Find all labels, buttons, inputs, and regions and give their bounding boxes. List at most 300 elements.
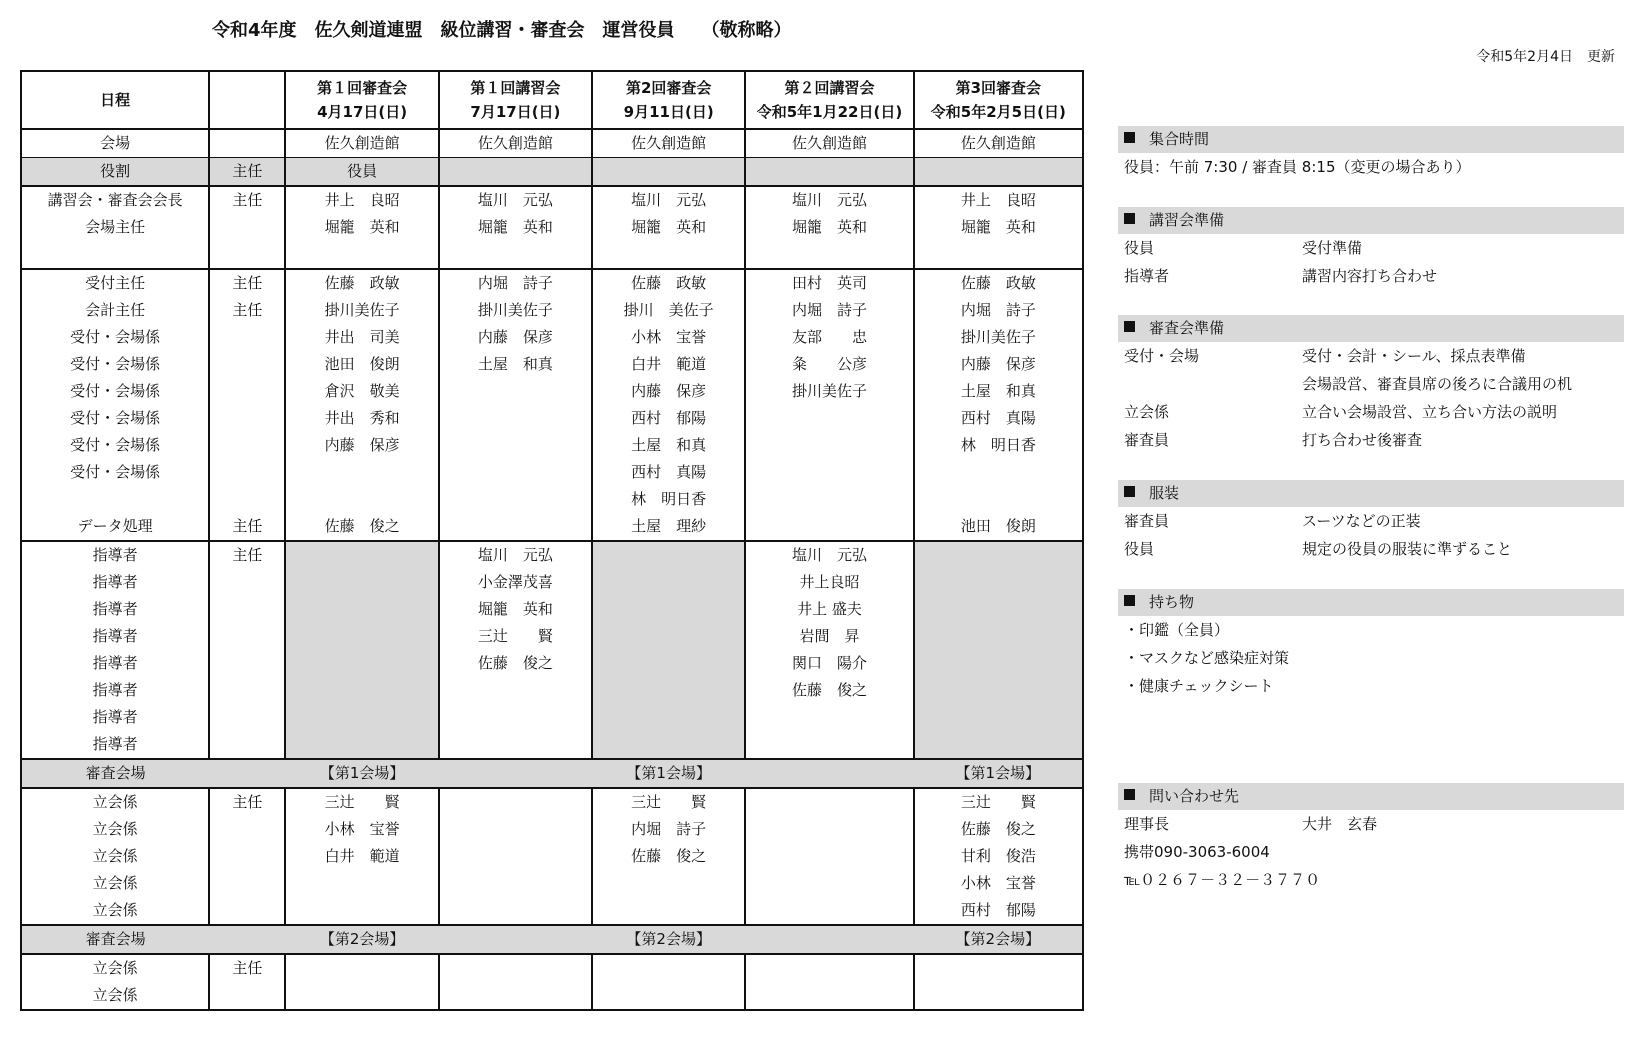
header-cell-event [285, 71, 438, 129]
table-row [21, 297, 1083, 324]
table-cell [285, 241, 438, 269]
header-cell-blank [209, 71, 285, 129]
table-row [21, 623, 1083, 650]
table-cell: 白井 範道 [285, 843, 438, 870]
table-cell: 会計主任 [21, 297, 209, 324]
table-cell [745, 405, 913, 432]
exam-row: 立会係 立合い会場設営、立ち合い方法の説明 [1124, 403, 1558, 421]
table-row [21, 596, 1083, 623]
table-cell [592, 650, 745, 677]
table-cell [745, 731, 913, 759]
table-cell [914, 459, 1083, 486]
table-cell [592, 677, 745, 704]
table-row [21, 870, 1083, 897]
table-row [21, 731, 1083, 759]
item-row: ・健康チェックシート [1124, 677, 1274, 695]
table-cell [209, 324, 285, 351]
table-cell [914, 596, 1083, 623]
table-cell [285, 731, 438, 759]
table-cell: 堀籠 英和 [439, 596, 592, 623]
table-row [21, 541, 1083, 569]
table-cell [439, 241, 592, 269]
table-cell [285, 541, 438, 569]
table-cell: 指導者 [21, 704, 209, 731]
item-row: ・マスクなど感染症対策 [1124, 649, 1290, 667]
square-bullet-icon [1124, 486, 1135, 497]
table-cell: 内堀 詩子 [439, 269, 592, 297]
table-cell [914, 541, 1083, 569]
hall-label: 審査会場 [21, 759, 209, 788]
venue-label: 会場 [21, 129, 209, 158]
table-cell [745, 486, 913, 513]
table-cell: 立会係 [21, 954, 209, 982]
exam-row: 受付・会場 受付・会計・シール、採点表準備 [1124, 347, 1526, 365]
table-cell [209, 569, 285, 596]
table-cell [209, 816, 285, 843]
table-cell: 佐藤 俊之 [439, 650, 592, 677]
table-cell: 佐藤 政敏 [285, 269, 438, 297]
table-cell: 立会係 [21, 897, 209, 925]
table-cell [209, 623, 285, 650]
table-cell: 塩川 元弘 [439, 541, 592, 569]
table-cell: 掛川美佐子 [439, 297, 592, 324]
header-row [21, 71, 1083, 129]
venue-value: 佐久創造館 [914, 129, 1083, 158]
table-row [21, 569, 1083, 596]
table-cell [439, 843, 592, 870]
table-cell [21, 486, 209, 513]
table-cell: 内藤 保彦 [285, 432, 438, 459]
table-cell [209, 241, 285, 269]
table-cell: 立会係 [21, 870, 209, 897]
table-cell: 池田 俊朗 [914, 513, 1083, 541]
table-cell: 友部 忠 [745, 324, 913, 351]
table-row [21, 788, 1083, 816]
schedule-table [20, 70, 1084, 1011]
table-cell [439, 954, 592, 982]
table-cell [745, 788, 913, 816]
table-cell: 主任 [209, 269, 285, 297]
table-cell: 掛川 美佐子 [592, 297, 745, 324]
hall-name: 【第1会場】 [914, 759, 1083, 788]
table-cell [745, 982, 913, 1010]
table-cell [439, 486, 592, 513]
table-cell [592, 158, 745, 187]
table-cell [439, 788, 592, 816]
table-row [21, 704, 1083, 731]
table-cell: 塩川 元弘 [745, 186, 913, 214]
table-cell: 小林 宝誉 [285, 816, 438, 843]
table-cell: 主任 [209, 297, 285, 324]
table-cell [285, 704, 438, 731]
square-bullet-icon [1124, 789, 1135, 800]
hall-name: 【第2会場】 [285, 925, 438, 954]
table-cell [745, 954, 913, 982]
table-row [21, 186, 1083, 214]
table-cell [439, 432, 592, 459]
table-cell: 堀籠 英和 [745, 214, 913, 241]
section-lecture-prep: 講習会準備 [1118, 207, 1624, 234]
table-cell [439, 897, 592, 925]
table-cell [439, 513, 592, 541]
section-gather-time: 集合時間 [1118, 126, 1624, 153]
table-cell: 受付・会場係 [21, 432, 209, 459]
table-cell: 佐藤 俊之 [914, 816, 1083, 843]
table-cell [439, 731, 592, 759]
contact-mobile: 携帯090-3063-6004 [1124, 843, 1270, 861]
table-cell [592, 731, 745, 759]
table-cell: 会場主任 [21, 214, 209, 241]
table-cell [592, 954, 745, 982]
table-cell [914, 677, 1083, 704]
table-cell [745, 843, 913, 870]
table-cell [592, 241, 745, 269]
table-cell: 堀籠 英和 [439, 214, 592, 241]
table-cell: 粂 公彦 [745, 351, 913, 378]
table-cell: 内藤 保彦 [439, 324, 592, 351]
table-row [21, 241, 1083, 269]
table-cell [285, 569, 438, 596]
event-date: 令和5年2月5日(日) [930, 103, 1066, 121]
table-cell: 西村 真陽 [592, 459, 745, 486]
dress-row: 審査員 スーツなどの正装 [1124, 512, 1421, 530]
table-cell [209, 129, 285, 158]
event-name: 第3回審査会 [955, 79, 1042, 97]
table-cell: 三辻 賢 [914, 788, 1083, 816]
table-cell: 井上 良昭 [914, 186, 1083, 214]
table-cell [439, 378, 592, 405]
table-cell [745, 816, 913, 843]
table-cell [439, 925, 592, 954]
table-cell [914, 241, 1083, 269]
table-cell: 主任 [209, 513, 285, 541]
square-bullet-icon [1124, 213, 1135, 224]
section-contact: 問い合わせ先 [1118, 783, 1624, 810]
table-cell [745, 897, 913, 925]
table-cell [209, 596, 285, 623]
table-row [21, 432, 1083, 459]
table-cell: 内藤 保彦 [592, 378, 745, 405]
event-name: 第１回審査会 [317, 79, 408, 97]
table-cell [209, 214, 285, 241]
table-cell [209, 351, 285, 378]
table-cell: 指導者 [21, 650, 209, 677]
table-cell [209, 843, 285, 870]
table-cell [209, 459, 285, 486]
table-row [21, 405, 1083, 432]
table-cell: 西村 真陽 [914, 405, 1083, 432]
table-cell: 井上 盛夫 [745, 596, 913, 623]
table-cell: 堀籠 英和 [285, 214, 438, 241]
table-cell: 土屋 和真 [914, 378, 1083, 405]
table-cell [285, 982, 438, 1010]
gather-text: 役員：午前 7:30 / 審査員 8:15（変更の場合あり） [1124, 158, 1471, 176]
table-cell: 掛川美佐子 [285, 297, 438, 324]
table-cell: 林 明日香 [914, 432, 1083, 459]
table-row [21, 378, 1083, 405]
table-cell [209, 759, 285, 788]
table-cell: 指導者 [21, 541, 209, 569]
table-cell: 受付主任 [21, 269, 209, 297]
table-cell [439, 405, 592, 432]
table-cell [285, 459, 438, 486]
table-row [21, 843, 1083, 870]
table-cell: 受付・会場係 [21, 351, 209, 378]
table-cell: 土屋 理紗 [592, 513, 745, 541]
header-cell-event [439, 71, 592, 129]
contact-tel: ℡０２６７－３２－３７７０ [1124, 871, 1321, 889]
table-cell [914, 704, 1083, 731]
info-panel [1118, 126, 1624, 894]
table-cell [745, 459, 913, 486]
table-row [21, 677, 1083, 704]
table-cell: 井出 秀和 [285, 405, 438, 432]
table-cell [21, 241, 209, 269]
table-cell: 掛川美佐子 [745, 378, 913, 405]
table-cell [592, 569, 745, 596]
table-cell: 佐藤 政敏 [592, 269, 745, 297]
table-cell [439, 704, 592, 731]
table-cell [914, 954, 1083, 982]
table-cell: 佐藤 俊之 [592, 843, 745, 870]
header-cell-schedule: 日程 [21, 71, 209, 129]
table-cell: 小林 宝誉 [592, 324, 745, 351]
table-cell: 甘利 俊浩 [914, 843, 1083, 870]
table-cell: 土屋 和真 [592, 432, 745, 459]
table-cell [439, 982, 592, 1010]
table-cell: 受付・会場係 [21, 378, 209, 405]
table-cell: 立会係 [21, 788, 209, 816]
role-label: 役割 [21, 158, 209, 187]
table-cell [209, 897, 285, 925]
table-cell [592, 870, 745, 897]
exam-row: 会場設営、審査員席の後ろに合議用の机 [1302, 375, 1573, 393]
table-cell [209, 870, 285, 897]
table-cell [209, 925, 285, 954]
square-bullet-icon [1124, 321, 1135, 332]
table-cell: 佐藤 俊之 [745, 677, 913, 704]
table-cell: 立会係 [21, 816, 209, 843]
table-row [21, 351, 1083, 378]
table-cell: 塩川 元弘 [592, 186, 745, 214]
role-chief: 主任 [209, 158, 285, 187]
table-row [21, 954, 1083, 982]
table-cell [209, 982, 285, 1010]
table-cell [745, 704, 913, 731]
table-cell: 倉沢 敬美 [285, 378, 438, 405]
table-cell: 指導者 [21, 596, 209, 623]
table-cell [285, 870, 438, 897]
table-cell: 三辻 賢 [285, 788, 438, 816]
table-cell [745, 158, 913, 187]
table-cell [209, 704, 285, 731]
table-cell [592, 541, 745, 569]
table-cell: 林 明日香 [592, 486, 745, 513]
table-cell: 池田 俊朗 [285, 351, 438, 378]
table-cell [914, 623, 1083, 650]
table-cell [285, 650, 438, 677]
square-bullet-icon [1124, 132, 1135, 143]
table-cell: 指導者 [21, 677, 209, 704]
table-cell [285, 486, 438, 513]
table-cell [914, 158, 1083, 187]
table-row [21, 459, 1083, 486]
table-cell: 堀籠 英和 [592, 214, 745, 241]
hall-name: 【第1会場】 [285, 759, 438, 788]
table-row [21, 486, 1083, 513]
table-cell: 立会係 [21, 982, 209, 1010]
table-cell: 岩間 昇 [745, 623, 913, 650]
table-cell: 小金澤茂喜 [439, 569, 592, 596]
table-cell: 井上良昭 [745, 569, 913, 596]
lecture-row: 役員 受付準備 [1124, 239, 1363, 257]
table-cell: 井出 司美 [285, 324, 438, 351]
table-cell: 堀籠 英和 [914, 214, 1083, 241]
table-cell: 佐藤 政敏 [914, 269, 1083, 297]
hall-name: 【第2会場】 [914, 925, 1083, 954]
table-cell [285, 677, 438, 704]
table-row [21, 214, 1083, 241]
table-cell: 白井 範道 [592, 351, 745, 378]
table-cell [914, 982, 1083, 1010]
table-cell: 主任 [209, 788, 285, 816]
table-cell: 受付・会場係 [21, 459, 209, 486]
table-row [21, 982, 1083, 1010]
venue-row [21, 129, 1083, 158]
updated-date: 令和5年2月4日 更新 [1476, 49, 1615, 65]
table-cell: 指導者 [21, 569, 209, 596]
table-cell: 内堀 詩子 [745, 297, 913, 324]
hall-row [21, 925, 1083, 954]
venue-value: 佐久創造館 [592, 129, 745, 158]
table-row [21, 650, 1083, 677]
table-cell [592, 623, 745, 650]
venue-value: 佐久創造館 [285, 129, 438, 158]
table-cell [439, 677, 592, 704]
table-cell [285, 897, 438, 925]
table-cell: 受付・会場係 [21, 405, 209, 432]
header-cell-event [592, 71, 745, 129]
table-cell [592, 596, 745, 623]
event-name: 第2回審査会 [625, 79, 712, 97]
table-cell [439, 158, 592, 187]
event-date: 4月17日(日) [317, 103, 408, 121]
table-cell [209, 650, 285, 677]
exam-row: 審査員 打ち合わせ後審査 [1124, 431, 1423, 449]
header-cell-event [914, 71, 1083, 129]
table-cell: 主任 [209, 186, 285, 214]
table-cell: 掛川美佐子 [914, 324, 1083, 351]
table-cell: 西村 郁陽 [592, 405, 745, 432]
table-cell [439, 459, 592, 486]
table-cell [745, 241, 913, 269]
table-cell [914, 486, 1083, 513]
table-cell [439, 870, 592, 897]
contact-chair: 理事長 大井 玄春 [1124, 815, 1378, 833]
table-cell: 塩川 元弘 [439, 186, 592, 214]
section-dress: 服装 [1118, 480, 1624, 507]
table-cell [285, 596, 438, 623]
table-cell [914, 569, 1083, 596]
venue-value: 佐久創造館 [745, 129, 913, 158]
table-cell: 内堀 詩子 [914, 297, 1083, 324]
table-cell: 小林 宝誉 [914, 870, 1083, 897]
table-cell: 西村 郁陽 [914, 897, 1083, 925]
table-cell: 関口 陽介 [745, 650, 913, 677]
table-cell [209, 378, 285, 405]
table-cell: 主任 [209, 954, 285, 982]
table-cell [209, 432, 285, 459]
table-row [21, 513, 1083, 541]
event-date: 7月17日(日) [470, 103, 561, 121]
event-name: 第１回講習会 [470, 79, 561, 97]
venue-value: 佐久創造館 [439, 129, 592, 158]
table-cell [914, 731, 1083, 759]
table-row [21, 324, 1083, 351]
table-cell: 土屋 和真 [439, 351, 592, 378]
dress-row: 役員 規定の役員の服装に準ずること [1124, 540, 1513, 558]
table-cell: 立会係 [21, 843, 209, 870]
table-cell [209, 405, 285, 432]
table-cell [745, 870, 913, 897]
item-row: ・印鑑（全員） [1124, 621, 1230, 639]
hall-row [21, 759, 1083, 788]
table-row [21, 269, 1083, 297]
table-cell: 主任 [209, 541, 285, 569]
table-cell [745, 759, 913, 788]
table-cell [439, 759, 592, 788]
header-cell-event [745, 71, 913, 129]
table-row [21, 897, 1083, 925]
table-cell: 塩川 元弘 [745, 541, 913, 569]
event-name: 第２回講習会 [784, 79, 875, 97]
table-cell: 指導者 [21, 731, 209, 759]
table-cell: データ処理 [21, 513, 209, 541]
table-cell: 佐藤 俊之 [285, 513, 438, 541]
table-cell [592, 704, 745, 731]
hall-label: 審査会場 [21, 925, 209, 954]
table-cell [439, 816, 592, 843]
table-cell [592, 897, 745, 925]
table-cell: 受付・会場係 [21, 324, 209, 351]
page-title: 令和4年度 佐久剣道連盟 級位講習・審査会 運営役員 （敬称略） [212, 20, 792, 41]
table-cell [209, 677, 285, 704]
table-cell [285, 954, 438, 982]
table-cell: 田村 英司 [745, 269, 913, 297]
table-cell: 内堀 詩子 [592, 816, 745, 843]
table-cell: 井上 良昭 [285, 186, 438, 214]
hall-name: 【第1会場】 [592, 759, 745, 788]
role-row [21, 158, 1083, 187]
section-items: 持ち物 [1118, 589, 1624, 616]
square-bullet-icon [1124, 595, 1135, 606]
table-row [21, 816, 1083, 843]
table-cell [745, 925, 913, 954]
table-cell [209, 486, 285, 513]
table-cell [745, 432, 913, 459]
table-cell: 三辻 賢 [439, 623, 592, 650]
table-cell: 講習会・審査会会長 [21, 186, 209, 214]
hall-name: 【第2会場】 [592, 925, 745, 954]
table-cell [209, 731, 285, 759]
event-date: 9月11日(日) [623, 103, 714, 121]
table-cell [592, 982, 745, 1010]
table-cell [914, 650, 1083, 677]
section-exam-prep: 審査会準備 [1118, 315, 1624, 342]
table-cell [285, 623, 438, 650]
role-officer: 役員 [285, 158, 438, 187]
table-cell: 内藤 保彦 [914, 351, 1083, 378]
